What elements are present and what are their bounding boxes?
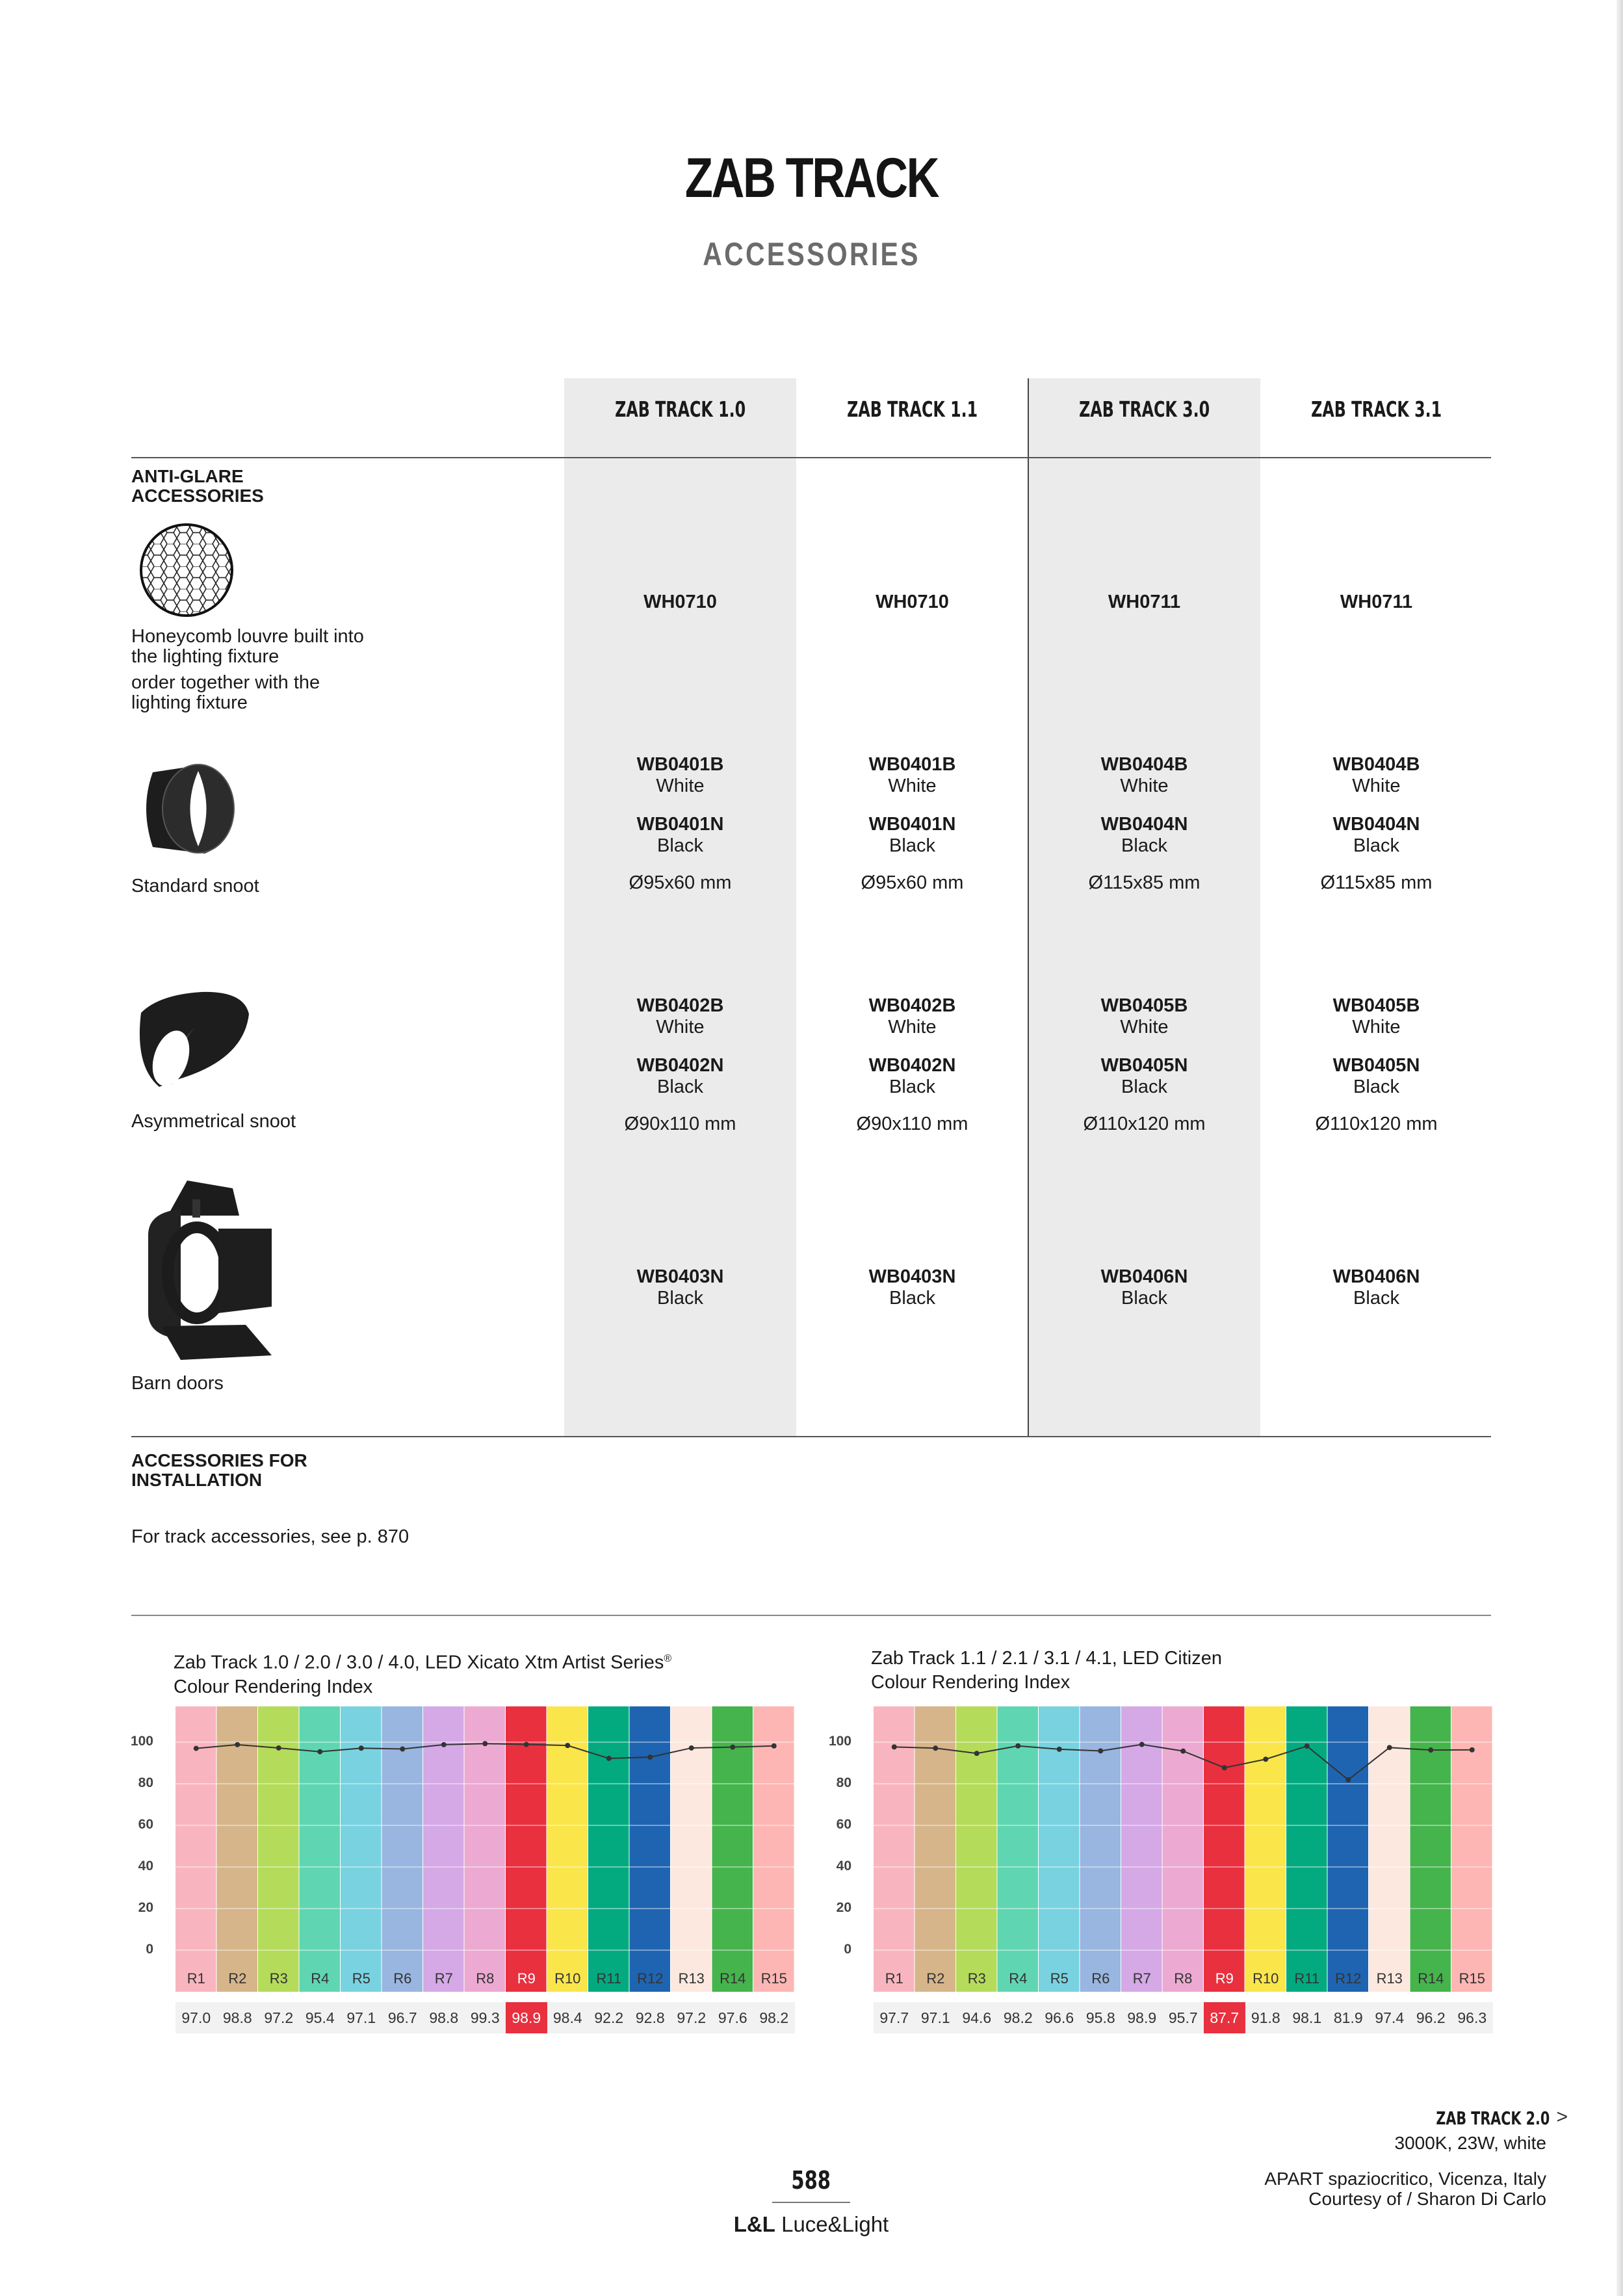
cri-band-label: R5: [1050, 1970, 1069, 1987]
cri-band-R9: [1204, 1706, 1245, 1992]
cri-value-cell: 87.7: [1204, 2002, 1246, 2033]
cri-point-R9: [1222, 1765, 1227, 1770]
cri-value-cell: 96.7: [382, 2002, 424, 2033]
cri-band-R9: [506, 1706, 547, 1992]
cri-point-R2: [235, 1742, 240, 1747]
cri-band-label: R9: [1215, 1970, 1234, 1987]
cri-band-label: R12: [637, 1970, 664, 1987]
cri-band-R12: [1328, 1706, 1369, 1992]
cri-value-cell: 97.2: [671, 2002, 713, 2033]
cri-value-cell: 92.2: [588, 2002, 630, 2033]
cri-value-cell: 97.4: [1369, 2002, 1411, 2033]
cri-ytick: 0: [146, 1942, 153, 1957]
honeycomb-code-4: WH0711: [1340, 592, 1413, 612]
cri-band-R2: [217, 1706, 258, 1992]
cri-value-cell: 97.7: [874, 2002, 916, 2033]
cri-band-R11: [1286, 1706, 1327, 1992]
cri-band-label: R10: [554, 1970, 581, 1987]
asymmetrical-snoot-col2: WB0402B White WB0402N Black Ø90x110 mm: [856, 995, 968, 1134]
cri-value-cell: 95.8: [1080, 2002, 1123, 2033]
cri-point-R13: [1387, 1745, 1392, 1750]
cri-value-cell: 98.8: [217, 2002, 259, 2033]
cri-panel-2-title: Zab Track 1.1 / 2.1 / 3.1 / 4.1, LED Citizen Colour Rendering Index: [871, 1648, 1222, 1693]
cri-value-cell: 98.2: [998, 2002, 1040, 2033]
cri-divider-rule: [131, 1615, 1491, 1616]
cri-point-R7: [1139, 1742, 1145, 1747]
honeycomb-code-2: WH0710: [876, 592, 949, 612]
cri-point-R3: [974, 1751, 980, 1756]
brand-footer: L&L Luce&Light: [733, 2212, 889, 2236]
cri-point-R14: [730, 1745, 735, 1750]
cri-band-label: R6: [1091, 1970, 1110, 1987]
cri-point-R12: [647, 1755, 653, 1760]
cri-value-cell: 97.0: [175, 2002, 218, 2033]
section-heading-installation: ACCESSORIES FOR INSTALLATION: [131, 1450, 307, 1490]
page-title: ZAB TRACK: [684, 147, 939, 209]
cri-band-label: R9: [517, 1970, 536, 1987]
honeycomb-label: Honeycomb louvre built into the lighting fixture: [131, 626, 364, 667]
cri-band-label: R1: [187, 1970, 205, 1987]
barn-doors-icon: [142, 1177, 278, 1362]
cri-ytick: 20: [836, 1900, 851, 1915]
cri-point-R9: [524, 1742, 529, 1747]
cri-value-cell: 96.3: [1451, 2002, 1494, 2033]
cri-point-R11: [1305, 1743, 1310, 1749]
cri-value-cell: 94.6: [956, 2002, 998, 2033]
cri-band-label: R8: [476, 1970, 495, 1987]
cri-point-R7: [441, 1742, 447, 1747]
table-bottom-rule: [131, 1436, 1491, 1437]
asymmetrical-snoot-col4: WB0405B White WB0405N Black Ø110x120 mm: [1315, 995, 1438, 1134]
cri-band-label: R15: [1459, 1970, 1485, 1987]
cri-value-cell: 98.9: [1121, 2002, 1163, 2033]
cri-band-label: R13: [678, 1970, 705, 1987]
cri-band-label: R2: [228, 1970, 247, 1987]
cri-band-R11: [588, 1706, 629, 1992]
cri-ytick: 0: [844, 1942, 851, 1957]
barn-doors-col1: WB0403N Black: [636, 1266, 724, 1309]
page-number-rule: [772, 2202, 850, 2203]
cri-ytick: 60: [836, 1817, 851, 1832]
cri-band-R7: [423, 1706, 464, 1992]
cri-value-cell: 98.4: [547, 2002, 590, 2033]
cri-point-R2: [933, 1745, 938, 1751]
column-header-1: ZAB TRACK 1.0: [614, 397, 746, 422]
column-header-2: ZAB TRACK 1.1: [846, 397, 978, 422]
installation-note: For track accessories, see p. 870: [131, 1526, 409, 1547]
cri-point-R6: [1098, 1748, 1103, 1753]
cri-point-R5: [1057, 1747, 1062, 1752]
barn-doors-label: Barn doors: [131, 1373, 224, 1394]
cri-value-cell: 98.2: [753, 2002, 796, 2033]
cri-point-R4: [1015, 1743, 1020, 1749]
cri-band-label: R3: [967, 1970, 986, 1987]
cri-ytick: 80: [138, 1775, 153, 1790]
next-model-specs: 3000K, 23W, white: [1394, 2133, 1546, 2153]
cri-plot-2: [874, 1706, 1493, 1992]
cri-ytick: 40: [138, 1859, 153, 1873]
cri-band-label: R5: [352, 1970, 370, 1987]
cri-value-cell: 98.8: [423, 2002, 465, 2033]
cri-point-R1: [892, 1744, 897, 1749]
cri-band-R7: [1121, 1706, 1162, 1992]
cri-band-label: R14: [720, 1970, 746, 1987]
cri-point-R10: [565, 1743, 570, 1748]
barn-doors-col4: WB0406N Black: [1332, 1266, 1420, 1309]
cri-ytick: 60: [138, 1817, 153, 1832]
cri-point-R5: [359, 1745, 364, 1751]
asymmetrical-snoot-label: Asymmetrical snoot: [131, 1111, 296, 1132]
cri-band-label: R4: [1009, 1970, 1028, 1987]
cri-band-label: R12: [1335, 1970, 1362, 1987]
cri-value-cell: 97.1: [341, 2002, 383, 2033]
barn-doors-col3: WB0406N Black: [1100, 1266, 1188, 1309]
page-edge-shadow: [1617, 0, 1623, 2296]
cri-ytick: 20: [138, 1900, 153, 1915]
section-heading-antiglare: ANTI-GLARE ACCESSORIES: [131, 466, 264, 506]
cri-ytick: 80: [836, 1775, 851, 1790]
next-model-label: ZAB TRACK 2.0: [1436, 2107, 1550, 2129]
cri-point-R15: [1470, 1747, 1475, 1753]
cri-band-R15: [753, 1706, 794, 1992]
cri-plot-1: [175, 1706, 795, 1992]
next-arrow-icon[interactable]: >: [1556, 2106, 1568, 2128]
cri-band-R8: [465, 1706, 506, 1992]
cri-band-label: R11: [596, 1970, 622, 1987]
cri-band-label: R10: [1253, 1970, 1279, 1987]
cri-ytick: 40: [836, 1859, 851, 1873]
cri-band-R12: [630, 1706, 671, 1992]
header-rule: [131, 457, 1491, 458]
honeycomb-code-3: WH0711: [1108, 592, 1181, 612]
cri-point-R11: [606, 1756, 612, 1761]
cri-point-R13: [689, 1745, 694, 1751]
cri-band-label: R2: [926, 1970, 945, 1987]
cri-band-R10: [1245, 1706, 1286, 1992]
cri-value-cell: 97.6: [712, 2002, 755, 2033]
cri-value-cell: 97.1: [915, 2002, 957, 2033]
cri-band-R3: [956, 1706, 997, 1992]
cri-band-label: R13: [1376, 1970, 1403, 1987]
cri-band-label: R7: [1132, 1970, 1151, 1987]
cri-value-cell: 97.2: [258, 2002, 300, 2033]
column-header-3: ZAB TRACK 3.0: [1078, 397, 1210, 422]
cri-point-R4: [317, 1749, 322, 1755]
cri-value-cell: 98.1: [1286, 2002, 1329, 2033]
photo-credit-location: APART spaziocritico, Vicenza, Italy: [1264, 2169, 1546, 2189]
cri-band-label: R4: [311, 1970, 330, 1987]
standard-snoot-col4: WB0404B White WB0404N Black Ø115x85 mm: [1320, 754, 1433, 893]
cri-band-label: R1: [885, 1970, 903, 1987]
photo-credit-author: Courtesy of / Sharon Di Carlo: [1308, 2189, 1546, 2209]
cri-panel-1-title: Zab Track 1.0 / 2.0 / 3.0 / 4.0, LED Xicato Xtm Artist Series® Colour Rendering Index: [174, 1652, 672, 1697]
cri-band-label: R11: [1294, 1970, 1320, 1987]
honeycomb-louvre-icon: [138, 521, 235, 619]
cri-band-label: R6: [393, 1970, 412, 1987]
asymmetrical-snoot-col3: WB0405B White WB0405N Black Ø110x120 mm: [1083, 995, 1206, 1134]
cri-value-cell: 95.4: [300, 2002, 342, 2033]
cri-band-label: R3: [269, 1970, 288, 1987]
column-header-4: ZAB TRACK 3.1: [1310, 397, 1442, 422]
cri-band-R4: [998, 1706, 1039, 1992]
honeycomb-code-1: WH0710: [643, 592, 717, 612]
cri-point-R12: [1345, 1777, 1351, 1782]
standard-snoot-col3: WB0404B White WB0404N Black Ø115x85 mm: [1088, 754, 1201, 893]
page-subtitle: ACCESSORIES: [703, 236, 920, 272]
cri-band-label: R8: [1174, 1970, 1193, 1987]
cri-value-cell: 91.8: [1245, 2002, 1288, 2033]
cri-ytick: 100: [130, 1734, 153, 1749]
cri-value-cell: 92.8: [630, 2002, 672, 2033]
cri-point-R6: [400, 1747, 405, 1752]
cri-point-R15: [772, 1743, 777, 1749]
page-number: 588: [791, 2166, 831, 2195]
cri-value-cell: 96.2: [1410, 2002, 1453, 2033]
cri-value-cell: 95.7: [1163, 2002, 1205, 2033]
cri-point-R1: [194, 1746, 199, 1751]
cri-value-cell: 96.6: [1039, 2002, 1081, 2033]
barn-doors-col2: WB0403N Black: [868, 1266, 956, 1309]
cri-band-label: R15: [760, 1970, 787, 1987]
standard-snoot-col2: WB0401B White WB0401N Black Ø95x60 mm: [861, 754, 964, 893]
asymmetrical-snoot-col1: WB0402B White WB0402N Black Ø90x110 mm: [624, 995, 736, 1134]
cri-point-R14: [1428, 1747, 1433, 1753]
cri-band-label: R7: [434, 1970, 453, 1987]
honeycomb-order-note: order together with the lighting fixture: [131, 672, 320, 713]
cri-point-R8: [482, 1741, 487, 1746]
standard-snoot-icon: [133, 759, 247, 860]
standard-snoot-label: Standard snoot: [131, 876, 259, 896]
cri-point-R3: [276, 1745, 281, 1751]
cri-value-cell: 98.9: [506, 2002, 548, 2033]
cri-value-cell: 99.3: [465, 2002, 507, 2033]
asymmetrical-snoot-icon: [133, 988, 250, 1092]
cri-point-R10: [1263, 1756, 1268, 1762]
cri-value-cell: 81.9: [1328, 2002, 1370, 2033]
cri-point-R8: [1180, 1749, 1186, 1754]
cri-ytick: 100: [828, 1734, 851, 1749]
standard-snoot-col1: WB0401B White WB0401N Black Ø95x60 mm: [629, 754, 732, 893]
cri-band-label: R14: [1418, 1970, 1444, 1987]
